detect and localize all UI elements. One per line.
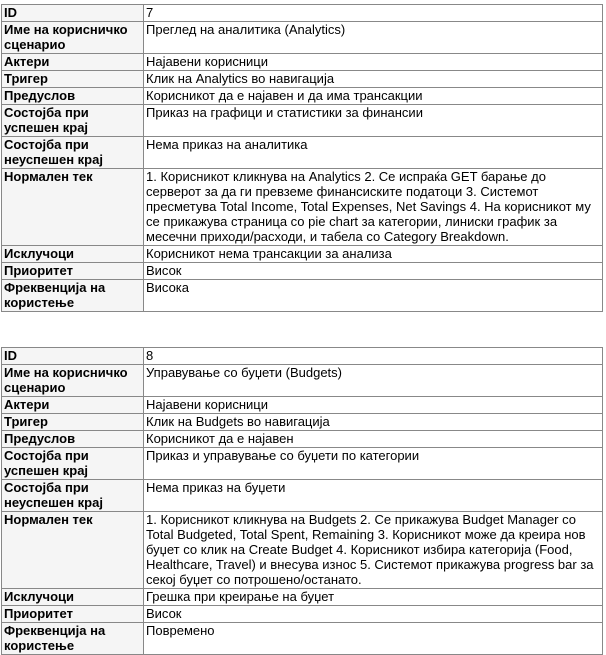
row-value: Нема приказ на аналитика: [144, 137, 603, 169]
row-value: Клик на Budgets во навигација: [144, 414, 603, 431]
row-label: Состојба при неуспешен крај: [2, 480, 144, 512]
table-row-failure-state: [2, 137, 603, 169]
row-value: Повремено: [144, 623, 603, 655]
row-label: Предуслов: [2, 88, 144, 105]
row-value: Корисникот нема трансакции за анализа: [144, 246, 603, 263]
table-row-trigger: [2, 71, 603, 88]
row-value: Висок: [144, 263, 603, 280]
table-row-frequency: [2, 280, 603, 312]
table-row-scenario-name: [2, 22, 603, 54]
table-row-normal-flow: [2, 512, 603, 589]
table-row-success-state: [2, 448, 603, 480]
row-value: 1. Корисникот кликнува на Budgets 2. Се прикажува Budget Manager со Total Budgeted, Total Spent, Remaining 3. Корисникот може да креира нов буџет со клик на Create Budget 4. Корисникот избира категорија (Food, Healthcare, Travel) и внесува износ 5. Системот прикажува progress bar за секој буџет со потрошено/останато.: [144, 512, 603, 589]
row-label: Актери: [2, 397, 144, 414]
row-label: Нормален тек: [2, 169, 144, 246]
table-row-actors: [2, 54, 603, 71]
table-row-id: [2, 348, 603, 365]
row-value: Нема приказ на буџети: [144, 480, 603, 512]
table-row-frequency: [2, 623, 603, 655]
table-row-trigger: [2, 414, 603, 431]
row-label: Фреквенција на користење: [2, 280, 144, 312]
table-row-success-state: [2, 105, 603, 137]
row-value: Грешка при креирање на буџет: [144, 589, 603, 606]
row-value: Преглед на аналитика (Analytics): [144, 22, 603, 54]
row-value: Висока: [144, 280, 603, 312]
row-label: Исклучоци: [2, 246, 144, 263]
row-value: 8: [144, 348, 603, 365]
row-value: Управување со буџети (Budgets): [144, 365, 603, 397]
row-label: Состојба при неуспешен крај: [2, 137, 144, 169]
row-value: 1. Корисникот кликнува на Analytics 2. Се испраќа GET барање до серверот за да ги превземе финансиските податоци 3. Системот пресметува Total Income, Total Expenses, Net Savings 4. На корисникот му се прикажува страница со pie chart за категории, линиски график за месечни приходи/расходи, и табела со Category Breakdown.: [144, 169, 603, 246]
document-page: [0, 4, 606, 653]
use-case-table-8: [1, 347, 603, 655]
row-value: Најавени корисници: [144, 397, 603, 414]
row-value: Најавени корисници: [144, 54, 603, 71]
table-row-normal-flow: [2, 169, 603, 246]
row-label: Фреквенција на користење: [2, 623, 144, 655]
row-label: Предуслов: [2, 431, 144, 448]
row-value: Корисникот да е најавен: [144, 431, 603, 448]
row-value: Висок: [144, 606, 603, 623]
row-label: Состојба при успешен крај: [2, 448, 144, 480]
row-label: Име на корисничко сценарио: [2, 365, 144, 397]
table-row-id: [2, 5, 603, 22]
row-label: Име на корисничко сценарио: [2, 22, 144, 54]
table-row-priority: [2, 263, 603, 280]
row-label: Приоритет: [2, 263, 144, 280]
row-label: Приоритет: [2, 606, 144, 623]
row-label: ID: [2, 348, 144, 365]
row-label: Тригер: [2, 71, 144, 88]
row-value: 7: [144, 5, 603, 22]
row-value: Приказ и управување со буџети по категории: [144, 448, 603, 480]
table-row-priority: [2, 606, 603, 623]
row-value: Корисникот да е најавен и да има трансакции: [144, 88, 603, 105]
row-value: Приказ на графици и статистики за финансии: [144, 105, 603, 137]
row-label: Нормален тек: [2, 512, 144, 589]
table-row-exceptions: [2, 246, 603, 263]
row-label: ID: [2, 5, 144, 22]
row-value: Клик на Analytics во навигација: [144, 71, 603, 88]
table-row-actors: [2, 397, 603, 414]
table-row-precondition: [2, 88, 603, 105]
table-row-precondition: [2, 431, 603, 448]
row-label: Тригер: [2, 414, 144, 431]
table-row-scenario-name: [2, 365, 603, 397]
use-case-table-7: [1, 4, 603, 312]
row-label: Актери: [2, 54, 144, 71]
row-label: Исклучоци: [2, 589, 144, 606]
table-row-exceptions: [2, 589, 603, 606]
row-label: Состојба при успешен крај: [2, 105, 144, 137]
table-row-failure-state: [2, 480, 603, 512]
